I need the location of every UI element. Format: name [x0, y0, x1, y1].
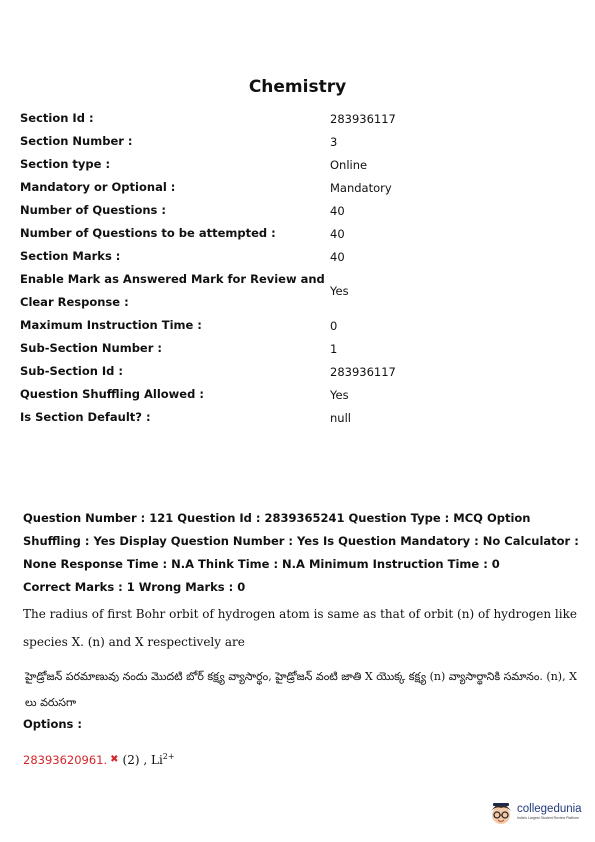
question-marks: Correct Marks : 1 Wrong Marks : 0 [23, 580, 246, 594]
info-row-sub-section-id [20, 360, 580, 383]
info-row-section-id [20, 107, 580, 130]
info-value: Yes [330, 387, 349, 402]
options-label: Options : [23, 717, 82, 731]
info-label: Section type : [20, 157, 111, 171]
info-row-section-default [20, 406, 580, 429]
info-row-instruction-time [20, 314, 580, 337]
question-text-english: The radius of first Bohr orbit of hydrogen atom is same as that of orbit (n) of hydrogen like species X. (n) and X respectively are [23, 607, 577, 649]
info-row-section-marks [20, 245, 580, 268]
info-label: Mandatory or Optional : [20, 180, 176, 194]
info-value: 40 [330, 203, 345, 218]
info-value: 40 [330, 226, 345, 241]
section-info-table [20, 107, 580, 429]
student-mascot-icon [488, 797, 514, 827]
info-row-number-of-questions [20, 199, 580, 222]
info-label: Section Id : [20, 111, 94, 125]
logo-text [517, 804, 582, 821]
info-value: Mandatory [330, 180, 392, 195]
info-value: 1 [330, 341, 338, 356]
info-value: null [330, 410, 351, 425]
info-value: 283936117 [330, 111, 396, 126]
info-row-mandatory [20, 176, 580, 199]
info-label: Maximum Instruction Time : [20, 318, 202, 332]
info-row-section-type [20, 153, 580, 176]
info-value: 0 [330, 318, 338, 333]
info-value: 3 [330, 134, 338, 149]
info-label: Enable Mark as Answered Mark for Review and Clear Response : [20, 272, 325, 309]
info-label: Sub-Section Number : [20, 341, 163, 355]
info-label: Question Shuffling Allowed : [20, 387, 204, 401]
info-label: Number of Questions : [20, 203, 166, 217]
collegedunia-logo [488, 797, 582, 827]
wrong-mark-icon: ✖ [110, 754, 119, 765]
option-text [123, 752, 175, 767]
logo-tagline: India's Largest Student Review Platform [517, 816, 580, 820]
info-label: Section Number : [20, 134, 133, 148]
info-row-sub-section-number [20, 337, 580, 360]
info-value: Online [330, 157, 368, 172]
info-row-questions-to-attempt [20, 222, 580, 245]
option-text-main: (2) , Li [122, 753, 163, 767]
option-item [23, 752, 175, 767]
option-id: 28393620961. [23, 752, 108, 767]
question-text-telugu: హైడ్రోజన్ పరమాణువు నందు మొదటి బోర్ కక్ష్య వ్యాసార్థం, హైడ్రోజన్ వంటి జాతి X యొక్క కక్ష్య (n) వ్యాసార్థానికి సమానం. (n), X లు వరుసగా [25, 670, 577, 709]
info-value: Yes [330, 284, 349, 298]
info-label: Section Marks : [20, 249, 121, 263]
section-title: Chemistry [248, 77, 347, 97]
info-label: Is Section Default? : [20, 410, 151, 424]
logo-brand: collegedunia [517, 802, 582, 815]
info-label: Sub-Section Id : [20, 364, 124, 378]
info-row-section-number [20, 130, 580, 153]
info-label: Number of Questions to be attempted : [20, 226, 276, 240]
option-text-superscript: 2+ [162, 752, 175, 761]
question-meta: Question Number : 121 Question Id : 2839365241 Question Type : MCQ Option Shuffling : Yes Display Question Number : Yes Is Question Mandatory : No Calculator : None Response Time : N.A Think Time : N.A Minimum Instruction Time : 0 [23, 511, 579, 571]
info-value: 283936117 [330, 364, 396, 379]
info-row-shuffling [20, 383, 580, 406]
info-row-mark-for-review [20, 268, 580, 314]
info-value: 40 [330, 249, 345, 264]
